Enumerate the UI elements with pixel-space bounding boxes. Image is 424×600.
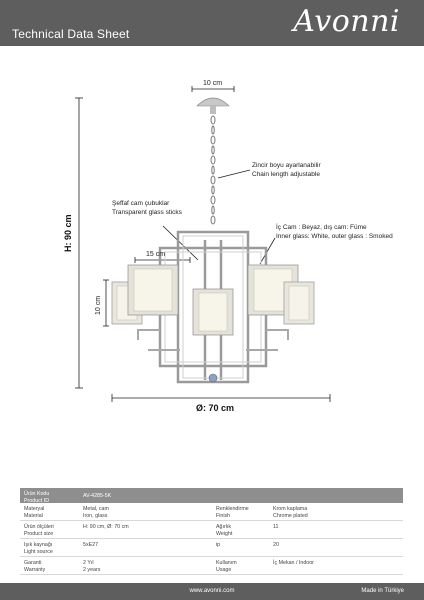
glass-note: İç Cam : Beyaz, dış cam: Füme Inner glass: White, outer glass : Smoked	[276, 224, 393, 240]
shade-height-label: 10 cm	[95, 295, 102, 315]
table-row: Ürün ölçüleri Product size H: 90 cm, Ø: 70 cm Ağırlık Weight 11	[20, 521, 403, 539]
top-width-label: 10 cm	[203, 80, 223, 87]
table-row: Ürün Kodu Product ID AV-4285-5K	[20, 488, 403, 503]
arm-width-label: 15 cm	[146, 251, 166, 258]
diameter-label: Ø: 70 cm	[196, 403, 235, 413]
height-label: H: 90 cm	[63, 214, 73, 252]
chain-note: Zincir boyu ayarlanabilir Chain length adjustable	[252, 162, 321, 178]
page-title: Technical Data Sheet	[12, 27, 130, 41]
glass-sticks-note: Şeffaf cam çubuklar Transparent glass sticks	[112, 200, 182, 216]
product-drawing	[0, 60, 424, 430]
made-in-label: Made in Türkiye	[361, 588, 404, 594]
website-link[interactable]: www.avonni.com	[189, 588, 235, 594]
header-bar	[0, 0, 424, 46]
footer-bar	[0, 583, 424, 600]
table-row: Işık kaynağı Light source 5xE27 ip 20	[20, 539, 403, 557]
spec-table	[20, 488, 403, 575]
table-row: Materyal Material Metal, cam Iron, glass Renklendirme Finish Krom kaplama Chrome plated	[20, 503, 403, 521]
table-row: Garanti Warranty 2 Yıl 2 years Kullanım Usage İç Mekan / Indoor	[20, 557, 403, 575]
brand-logo: Avonni	[293, 4, 400, 39]
